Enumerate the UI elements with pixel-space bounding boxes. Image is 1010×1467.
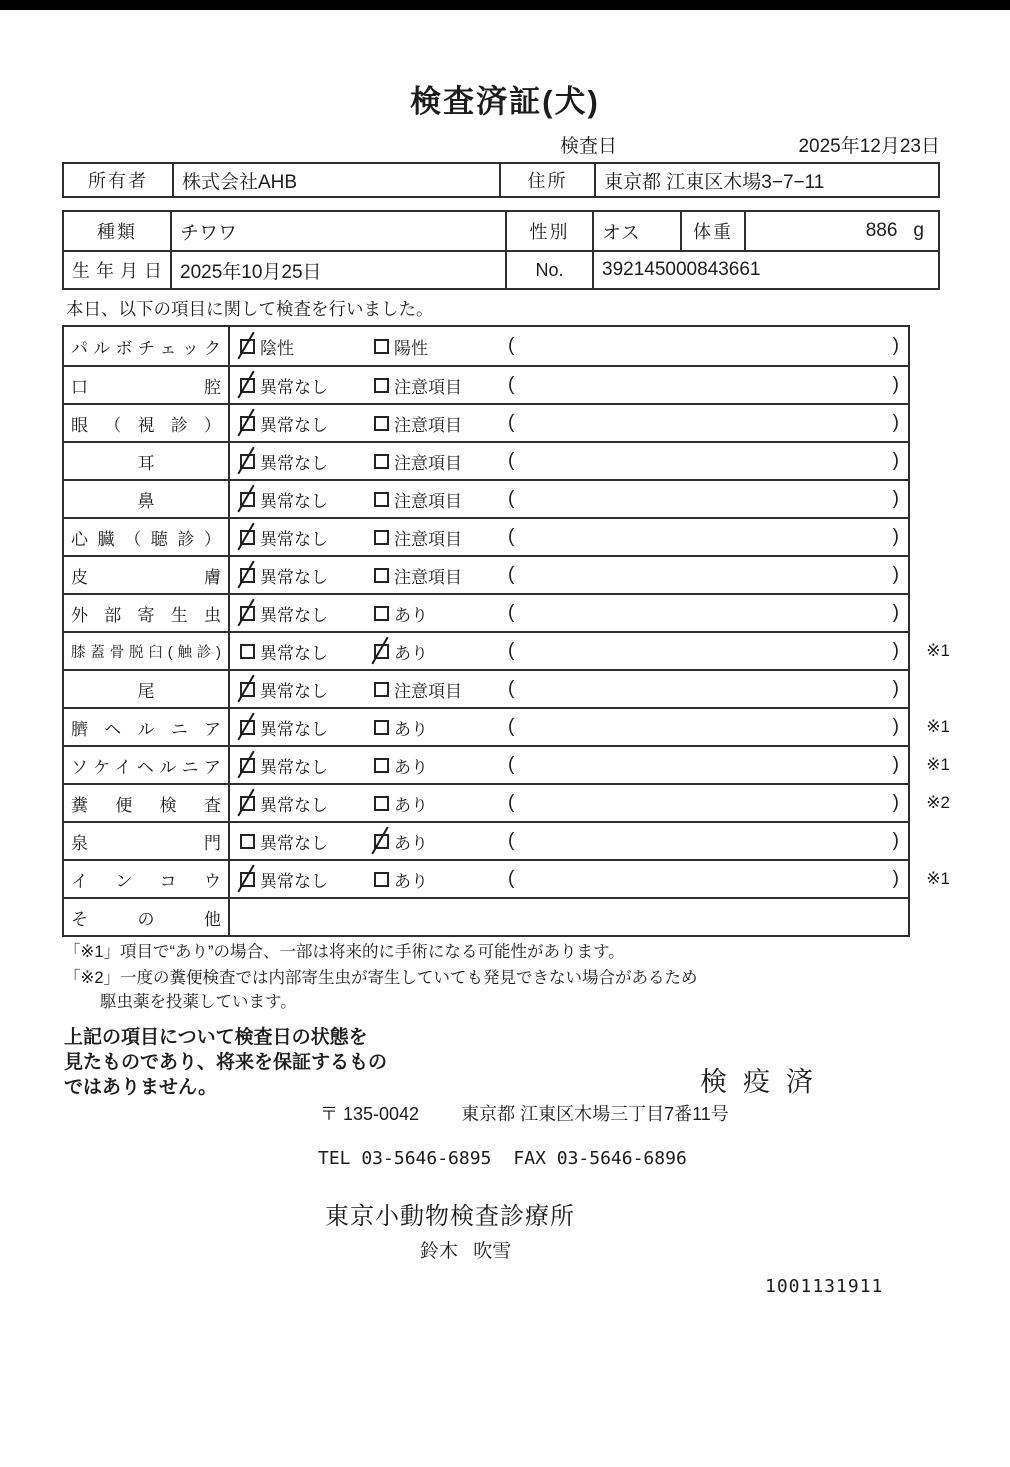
exam-item-label-cell — [64, 747, 230, 783]
exam-item-label-cell — [64, 443, 230, 479]
disclaimer-line-1: 上記の項目について検査日の状態を — [64, 1027, 368, 1048]
exam-option-2 — [374, 373, 506, 398]
remarks-parentheses — [506, 450, 908, 472]
veterinarian-name: 鈴木 吹雪 — [420, 1241, 512, 1262]
paren-open-mark: ( — [508, 335, 515, 356]
paren-close-mark: ) — [892, 868, 899, 889]
weight-label: 体重 — [693, 222, 733, 242]
exam-option-1-label: 陰性 — [260, 338, 294, 358]
inspection-date-label: 検査日 — [560, 136, 618, 157]
exam-item-label: 鼻 — [137, 491, 155, 511]
exam-item-label-cell — [64, 671, 230, 707]
checkbox-icon — [374, 796, 389, 811]
footnote-2-line-2: 駆虫薬を投薬しています。 — [100, 993, 297, 1011]
paren-open-mark: ( — [508, 716, 515, 737]
exam-option-2-label: 注意項目 — [394, 377, 462, 397]
exam-row — [64, 441, 908, 479]
exam-item-label-cell — [64, 405, 230, 441]
checkbox-icon — [240, 530, 255, 545]
exam-item-label-cell — [64, 367, 230, 403]
checkbox-icon — [374, 416, 389, 431]
row-footnote-mark: ※1 — [926, 869, 950, 888]
exam-option-2-label: 注意項目 — [394, 453, 462, 473]
exam-item-label-cell — [64, 861, 230, 897]
paren-open-mark: ( — [508, 792, 515, 813]
exam-option-1-label: 異常なし — [260, 871, 328, 891]
exam-option-1-label: 異常なし — [260, 377, 328, 397]
exam-option-1-label: 異常なし — [260, 643, 328, 663]
exam-row — [64, 669, 908, 707]
exam-option-1 — [240, 867, 374, 892]
exam-row — [64, 479, 908, 517]
exam-item-content — [230, 861, 908, 897]
exam-option-1-label: 異常なし — [260, 681, 328, 701]
checkbox-icon — [240, 416, 255, 431]
no-value-cell — [592, 252, 938, 288]
exam-item-label-cell — [64, 899, 230, 935]
paren-open-mark: ( — [508, 754, 515, 775]
inspection-date-value: 2025年12月23日 — [798, 136, 940, 157]
exam-item-label-cell — [64, 785, 230, 821]
checkbox-icon — [374, 530, 389, 545]
exam-option-2 — [374, 829, 506, 854]
exam-option-1 — [240, 449, 374, 474]
owner-value-cell — [172, 164, 499, 196]
exam-item-content — [230, 747, 908, 783]
exam-option-1 — [240, 677, 374, 702]
footnote-2-line-1: 「※2」一度の糞便検査では内部寄生虫が寄生していても発見できない場合があるため — [64, 969, 698, 987]
exam-item-label-cell — [64, 595, 230, 631]
exam-option-1 — [240, 334, 374, 359]
breed-value-cell — [170, 212, 505, 250]
exam-option-2 — [374, 563, 506, 588]
paren-open-mark: ( — [508, 526, 515, 547]
exam-item-label: ソケイヘルニア — [71, 757, 221, 777]
remarks-parentheses — [506, 716, 908, 738]
remarks-parentheses — [506, 678, 908, 700]
exam-item-content — [230, 671, 908, 707]
exam-row — [64, 327, 908, 365]
exam-option-1-label: 異常なし — [260, 567, 328, 587]
exam-item-label: 泉門 — [71, 833, 221, 853]
exam-option-2-label: あり — [394, 757, 428, 777]
exam-option-1 — [240, 829, 374, 854]
checkbox-icon — [240, 682, 255, 697]
exam-option-2 — [374, 411, 506, 436]
exam-row — [64, 555, 908, 593]
paren-open-mark: ( — [508, 412, 515, 433]
paren-close-mark: ) — [892, 678, 899, 699]
paren-close-mark: ) — [892, 792, 899, 813]
remarks-parentheses — [506, 640, 908, 662]
exam-option-1 — [240, 639, 374, 664]
exam-item-label: 外部寄生虫 — [71, 605, 221, 625]
exam-option-1 — [240, 601, 374, 626]
paren-close-mark: ) — [892, 640, 899, 661]
birth-value: 2025年10月25日 — [180, 261, 322, 283]
exam-option-1 — [240, 411, 374, 436]
owner-address: 東京都 江東区木場3−7−11 — [604, 171, 825, 193]
exam-option-1 — [240, 373, 374, 398]
address-value-cell — [594, 164, 938, 196]
pet-row-1 — [64, 212, 938, 250]
exam-row — [64, 593, 908, 631]
remarks-parentheses — [506, 335, 908, 357]
paren-open-mark: ( — [508, 564, 515, 585]
exam-item-label: 尾 — [137, 681, 155, 701]
sex-label-cell — [505, 212, 592, 250]
exam-item-label-cell — [64, 709, 230, 745]
exam-item-label-cell — [64, 633, 230, 669]
no-label: No. — [535, 259, 564, 280]
row-footnote-mark: ※1 — [926, 755, 950, 774]
exam-item-label: 膝蓋骨脱臼(触診) — [71, 644, 221, 661]
exam-row — [64, 821, 908, 859]
exam-item-content — [230, 709, 908, 745]
exam-item-label-cell — [64, 823, 230, 859]
pet-info-table — [62, 210, 940, 290]
exam-option-2-label: 注意項目 — [394, 529, 462, 549]
paren-open-mark: ( — [508, 640, 515, 661]
exam-item-label: 臍ヘルニア — [71, 719, 221, 739]
checkbox-icon — [374, 606, 389, 621]
exam-option-2-label: 陽性 — [394, 338, 428, 358]
paren-open-mark: ( — [508, 374, 515, 395]
clinic-name: 東京小動物検査診療所 — [325, 1203, 575, 1230]
remarks-parentheses — [506, 488, 908, 510]
paren-open-mark: ( — [508, 450, 515, 471]
exam-option-2-label: あり — [394, 871, 428, 891]
sex-value: オス — [602, 222, 640, 244]
scan-edge-artifact — [0, 0, 1010, 10]
remarks-parentheses — [506, 754, 908, 776]
exam-option-1 — [240, 487, 374, 512]
exam-option-2 — [374, 677, 506, 702]
exam-option-1-label: 異常なし — [260, 719, 328, 739]
paren-open-mark: ( — [508, 602, 515, 623]
address-label: 住所 — [527, 171, 568, 191]
exam-option-2-label: 注意項目 — [394, 491, 462, 511]
exam-item-content — [230, 633, 908, 669]
weight-value-cell — [744, 212, 938, 250]
checkbox-icon — [240, 872, 255, 887]
remarks-parentheses — [506, 602, 908, 624]
exam-item-label-cell — [64, 327, 230, 365]
checkbox-icon — [374, 568, 389, 583]
sex-value-cell — [592, 212, 680, 250]
owner-name: 株式会社AHB — [182, 171, 298, 193]
checkbox-icon — [374, 720, 389, 735]
checkbox-icon — [240, 720, 255, 735]
checkbox-icon — [240, 758, 255, 773]
exam-table — [62, 325, 950, 937]
exam-option-1 — [240, 525, 374, 550]
owner-table — [62, 162, 940, 198]
exam-row — [64, 631, 950, 669]
exam-option-2-label: 注意項目 — [394, 681, 462, 701]
no-label-cell — [505, 252, 592, 288]
exam-option-1 — [240, 563, 374, 588]
checkbox-icon — [240, 834, 255, 849]
checkbox-icon — [374, 378, 389, 393]
disclaimer-line-3: ではありません。 — [64, 1077, 218, 1098]
postal-address-row — [320, 1100, 729, 1126]
exam-option-2 — [374, 487, 506, 512]
checkbox-icon — [374, 644, 389, 659]
paren-close-mark: ) — [892, 602, 899, 623]
exam-option-2 — [374, 867, 506, 892]
paren-close-mark: ) — [892, 488, 899, 509]
checkbox-icon — [240, 454, 255, 469]
exam-row — [64, 745, 950, 783]
exam-item-content — [230, 785, 908, 821]
serial-number: 1001131911 — [765, 1276, 884, 1297]
paren-close-mark: ) — [892, 335, 899, 356]
weight-value: 886 — [865, 220, 898, 241]
paren-close-mark: ) — [892, 450, 899, 471]
remarks-parentheses — [506, 830, 908, 852]
exam-option-1-label: 異常なし — [260, 757, 328, 777]
birth-label-cell — [64, 252, 170, 288]
paren-close-mark: ) — [892, 374, 899, 395]
exam-option-2-label: あり — [394, 643, 428, 663]
checkbox-icon — [240, 339, 255, 354]
checkbox-icon — [240, 644, 255, 659]
exam-item-content — [230, 519, 908, 555]
exam-item-label-cell — [64, 481, 230, 517]
exam-item-label: インコウ — [71, 871, 221, 891]
exam-option-1-label: 異常なし — [260, 453, 328, 473]
paren-close-mark: ) — [892, 526, 899, 547]
exam-option-2 — [374, 525, 506, 550]
checkbox-icon — [374, 339, 389, 354]
exam-option-2 — [374, 753, 506, 778]
paren-close-mark: ) — [892, 564, 899, 585]
exam-option-2 — [374, 639, 506, 664]
exam-item-content — [230, 481, 908, 517]
exam-option-2 — [374, 601, 506, 626]
disclaimer-text — [64, 1025, 387, 1100]
exam-item-content — [230, 899, 908, 935]
row-footnote-mark: ※2 — [926, 793, 950, 812]
birth-value-cell — [170, 252, 505, 288]
exam-row — [64, 365, 908, 403]
exam-option-2-label: あり — [394, 719, 428, 739]
postal-code: 〒 135-0042 — [320, 1104, 420, 1124]
exam-row — [64, 707, 950, 745]
remarks-parentheses — [506, 374, 908, 396]
checkbox-icon — [374, 492, 389, 507]
exam-option-2-label: 注意項目 — [394, 415, 462, 435]
quarantine-stamp: 検疫済 — [700, 1067, 829, 1097]
weight-unit: g — [913, 220, 924, 241]
paren-close-mark: ) — [892, 830, 899, 851]
exam-option-2 — [374, 334, 506, 359]
exam-option-1 — [240, 753, 374, 778]
checkbox-icon — [374, 454, 389, 469]
exam-option-1-label: 異常なし — [260, 529, 328, 549]
exam-item-label-cell — [64, 519, 230, 555]
exam-item-content — [230, 557, 908, 593]
exam-item-content — [230, 823, 908, 859]
remarks-parentheses — [506, 792, 908, 814]
owner-row — [64, 164, 938, 196]
breed-label: 種類 — [97, 222, 137, 242]
tel-fax-row — [318, 1148, 687, 1169]
exam-item-content — [230, 595, 908, 631]
checkbox-icon — [374, 758, 389, 773]
tel-number: TEL 03-5646-6895 — [318, 1148, 492, 1169]
fax-number: FAX 03-5646-6896 — [513, 1148, 687, 1169]
exam-item-content — [230, 367, 908, 403]
breed-value: チワワ — [180, 222, 238, 244]
paren-close-mark: ) — [892, 754, 899, 775]
checkbox-icon — [240, 568, 255, 583]
exam-item-label: 心臓（聴診） — [71, 529, 221, 549]
footnote-1: 「※1」項目で“あり”の場合、一部は将来的に手術になる可能性があります。 — [64, 943, 625, 961]
exam-option-1 — [240, 791, 374, 816]
disclaimer-line-2: 見たものであり、将来を保証するもの — [64, 1052, 388, 1073]
inspection-date-row — [560, 131, 940, 158]
row-footnote-mark: ※1 — [926, 641, 950, 660]
checkbox-icon — [374, 682, 389, 697]
paren-open-mark: ( — [508, 830, 515, 851]
exam-option-2-label: あり — [394, 833, 428, 853]
checkbox-icon — [240, 492, 255, 507]
exam-item-label: 皮膚 — [71, 567, 221, 587]
exam-row — [64, 897, 908, 935]
checkbox-icon — [240, 606, 255, 621]
paren-open-mark: ( — [508, 868, 515, 889]
weight-label-cell — [680, 212, 744, 250]
address-label-cell — [499, 164, 594, 196]
exam-item-label: 糞便検査 — [71, 795, 221, 815]
exam-option-2-label: 注意項目 — [394, 567, 462, 587]
remarks-parentheses — [506, 526, 908, 548]
exam-item-content — [230, 327, 908, 365]
exam-item-content — [230, 443, 908, 479]
checkbox-icon — [240, 796, 255, 811]
exam-option-1-label: 異常なし — [260, 833, 328, 853]
owner-label: 所有者 — [88, 171, 148, 191]
exam-option-2-label: あり — [394, 605, 428, 625]
remarks-parentheses — [506, 868, 908, 890]
checkbox-icon — [374, 872, 389, 887]
exam-option-2 — [374, 791, 506, 816]
exam-option-2 — [374, 449, 506, 474]
exam-item-content — [230, 405, 908, 441]
exam-option-1-label: 異常なし — [260, 491, 328, 511]
birth-label: 生年月日 — [72, 261, 162, 281]
exam-row — [64, 783, 950, 821]
certificate-title: 検査済証(犬) — [410, 84, 600, 119]
exam-item-label: パルボチェック — [71, 338, 221, 358]
paren-open-mark: ( — [508, 488, 515, 509]
exam-option-1 — [240, 715, 374, 740]
intro-text: 本日、以下の項目に関して検査を行いました。 — [66, 299, 434, 319]
exam-item-label: 口腔 — [71, 377, 221, 397]
sex-label: 性別 — [529, 222, 570, 242]
checkbox-icon — [240, 378, 255, 393]
clinic-address: 東京都 江東区木場三丁目7番11号 — [461, 1104, 729, 1124]
exam-row — [64, 517, 908, 555]
checkbox-icon — [374, 834, 389, 849]
exam-item-label: その他 — [71, 909, 221, 929]
remarks-parentheses — [506, 564, 908, 586]
exam-option-2-label: あり — [394, 795, 428, 815]
exam-option-1-label: 異常なし — [260, 795, 328, 815]
exam-row — [64, 859, 950, 897]
remarks-parentheses — [506, 412, 908, 434]
exam-item-label: 眼（視診） — [71, 415, 221, 435]
exam-item-label-cell — [64, 557, 230, 593]
exam-item-label: 耳 — [137, 453, 155, 473]
breed-label-cell — [64, 212, 170, 250]
exam-option-2 — [374, 715, 506, 740]
exam-option-1-label: 異常なし — [260, 415, 328, 435]
paren-close-mark: ) — [892, 412, 899, 433]
row-footnote-mark: ※1 — [926, 717, 950, 736]
paren-open-mark: ( — [508, 678, 515, 699]
exam-row — [64, 403, 908, 441]
certificate-number: 392145000843661 — [602, 259, 761, 280]
owner-label-cell — [64, 164, 172, 196]
paren-close-mark: ) — [892, 716, 899, 737]
exam-option-1-label: 異常なし — [260, 605, 328, 625]
pet-row-2 — [64, 250, 938, 288]
